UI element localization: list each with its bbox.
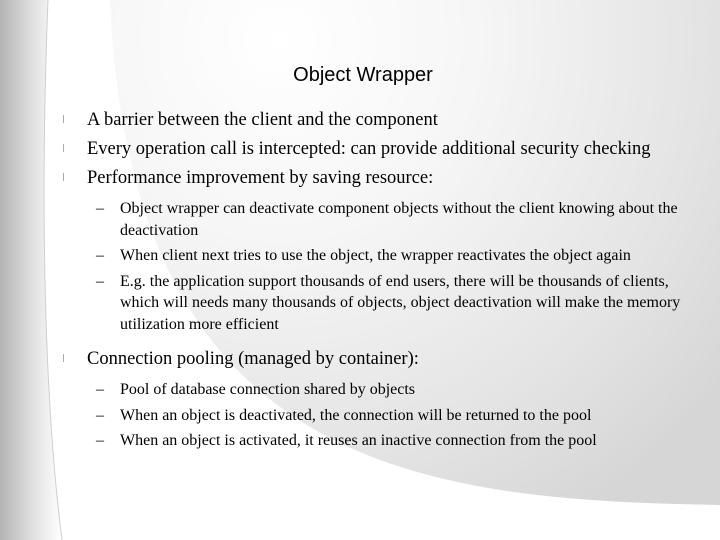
- bullet-item: [62, 108, 702, 132]
- bullet-item: [62, 137, 702, 161]
- sub-bullet-item: [96, 379, 702, 401]
- sub-bullet-text: When an object is activated, it reuses an inactive connection from the pool: [120, 432, 597, 449]
- sub-bullet-item: [96, 198, 702, 241]
- slide-title: Object Wrapper: [293, 64, 433, 86]
- bullet-marker: l: [62, 171, 66, 184]
- dash-marker: –: [96, 432, 104, 449]
- sub-bullet-text: Pool of database connection shared by objects: [120, 381, 416, 398]
- dash-marker: –: [96, 272, 104, 290]
- dash-marker: –: [96, 200, 104, 217]
- bullet-list: [62, 108, 702, 464]
- sub-bullet-item: [96, 271, 702, 336]
- bullet-marker: l: [62, 352, 66, 365]
- sub-bullet-item: [96, 405, 702, 427]
- bullet-item: [62, 166, 702, 190]
- bullet-text: Connection pooling (managed by container):: [87, 349, 419, 369]
- bullet-marker: l: [62, 142, 66, 155]
- sub-bullet-item: [96, 430, 702, 452]
- bullet-item: [62, 347, 702, 371]
- dash-marker: –: [96, 247, 104, 264]
- bullet-text: Performance improvement by saving resource:: [87, 168, 434, 188]
- bullet-marker: l: [62, 113, 66, 126]
- bullet-text: Every operation call is intercepted: can provide additional security checking: [87, 139, 651, 159]
- dash-marker: –: [96, 381, 104, 398]
- sub-bullet-item: [96, 245, 702, 267]
- sub-bullet-text: E.g. the application support thousands of end users, there will be thousands of clients, which will needs many thousands of objects, object deactivation will make the memory utilization more efficient: [120, 272, 681, 333]
- dash-marker: –: [96, 406, 104, 424]
- sub-bullet-list: [62, 198, 702, 335]
- bullet-text: A barrier between the client and the component: [87, 110, 438, 130]
- sub-bullet-text: When an object is deactivated, the connection will be returned to the pool: [120, 406, 592, 424]
- sub-bullet-text: When client next tries to use the object, the wrapper reactivates the object again: [120, 247, 631, 264]
- sub-bullet-list: [62, 379, 702, 452]
- sub-bullet-text: Object wrapper can deactivate component objects without the client knowing about the deactivation: [120, 200, 678, 239]
